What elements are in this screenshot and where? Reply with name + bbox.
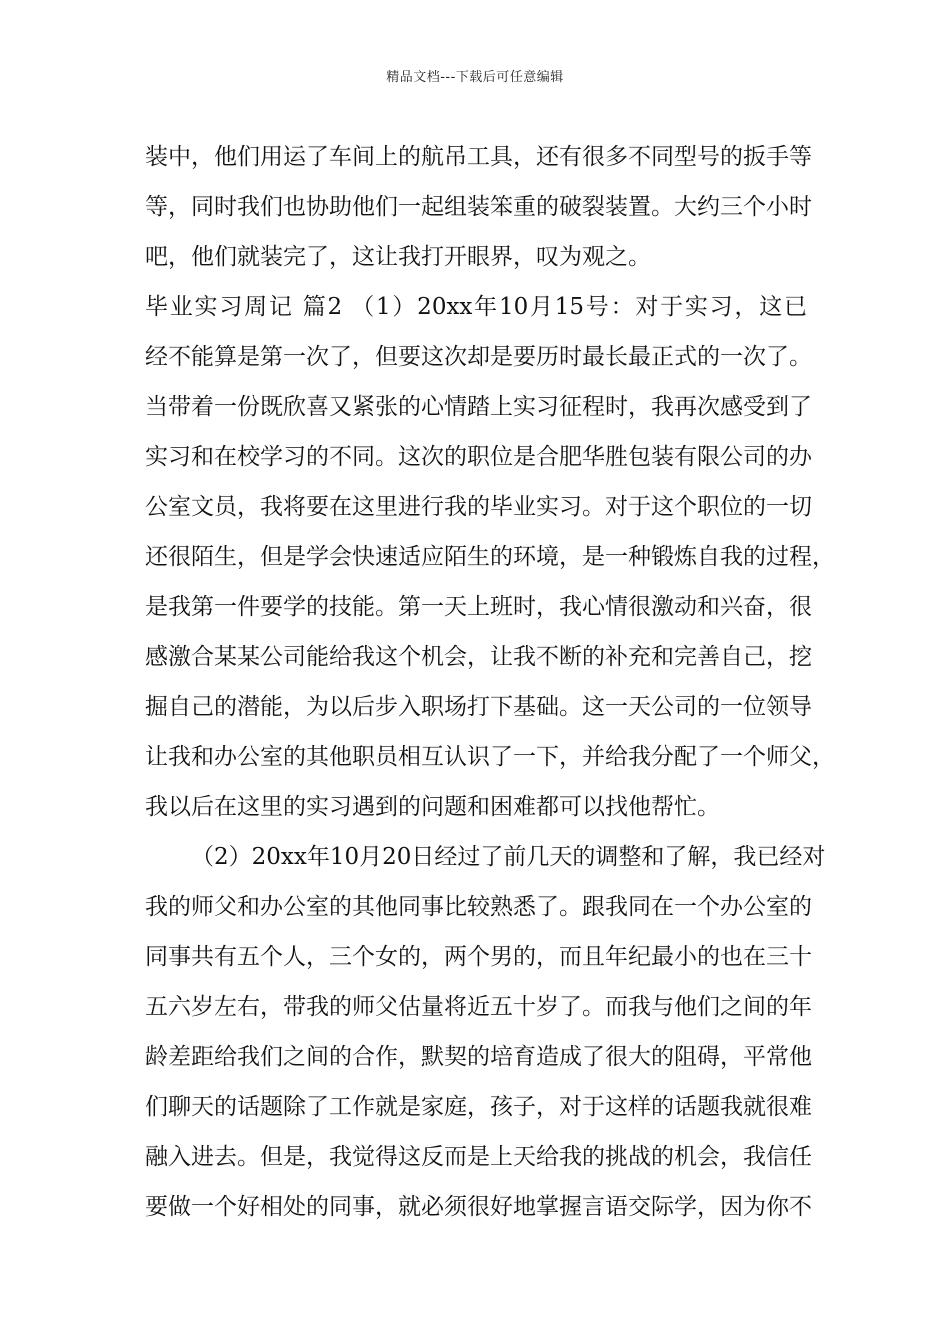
text-line: 们聊天的话题除了工作就是家庭，孩子，对于这样的话题我就很难: [145, 1094, 812, 1120]
text-line: 我的师父和办公室的其他同事比较熟悉了。跟我同在一个办公室的: [145, 894, 812, 920]
text-line: 五六岁左右，带我的师父估量将近五十岁了。而我与他们之间的年: [145, 994, 812, 1020]
text-line: 装中，他们用运了车间上的航吊工具，还有很多不同型号的扳手等: [145, 144, 812, 170]
text-line: 经不能算是第一次了，但要这次却是要历时最长最正式的一次了。: [145, 344, 812, 370]
section-heading-line: 毕业实习周记 篇2 （1）20xx年10月15号：对于实习，这已: [145, 294, 807, 320]
page-header: 精品文档---下载后可任意编辑: [386, 70, 564, 85]
document-body: [145, 132, 835, 1232]
text-line: 要做一个好相处的同事，就必须很好地掌握言语交际学，因为你不: [145, 1194, 812, 1220]
paragraph-start-line: （2）20xx年10月20日经过了前几天的调整和了解，我已经对: [191, 844, 826, 870]
text-line: 同事共有五个人，三个女的，两个男的，而且年纪最小的也在三十: [145, 944, 812, 970]
text-line: 我以后在这里的实习遇到的问题和困难都可以找他帮忙。: [145, 794, 720, 820]
text-line: 实习和在校学习的不同。这次的职位是合肥华胜包装有限公司的办: [145, 444, 812, 470]
text-line: 还很陌生，但是学会快速适应陌生的环境，是一种锻炼自我的过程，: [145, 544, 835, 570]
text-line: 掘自己的潜能，为以后步入职场打下基础。这一天公司的一位领导: [145, 694, 812, 720]
text-line: 当带着一份既欣喜又紧张的心情踏上实习征程时，我再次感受到了: [145, 394, 812, 420]
text-line: 让我和办公室的其他职员相互认识了一下，并给我分配了一个师父，: [145, 744, 835, 770]
text-line: 感激合某某公司能给我这个机会，让我不断的补充和完善自己，挖: [145, 644, 812, 670]
text-line: 吧，他们就装完了，这让我打开眼界，叹为观之。: [145, 244, 651, 270]
text-line: 公室文员，我将要在这里进行我的毕业实习。对于这个职位的一切: [145, 494, 812, 520]
text-line: 是我第一件要学的技能。第一天上班时，我心情很激动和兴奋，很: [145, 594, 812, 620]
text-line: 龄差距给我们之间的合作，默契的培育造成了很大的阻碍，平常他: [145, 1044, 812, 1070]
text-line: 等，同时我们也协助他们一起组装笨重的破裂装置。大约三个小时: [145, 194, 812, 220]
text-line: 融入进去。但是，我觉得这反而是上天给我的挑战的机会，我信任: [145, 1144, 812, 1170]
